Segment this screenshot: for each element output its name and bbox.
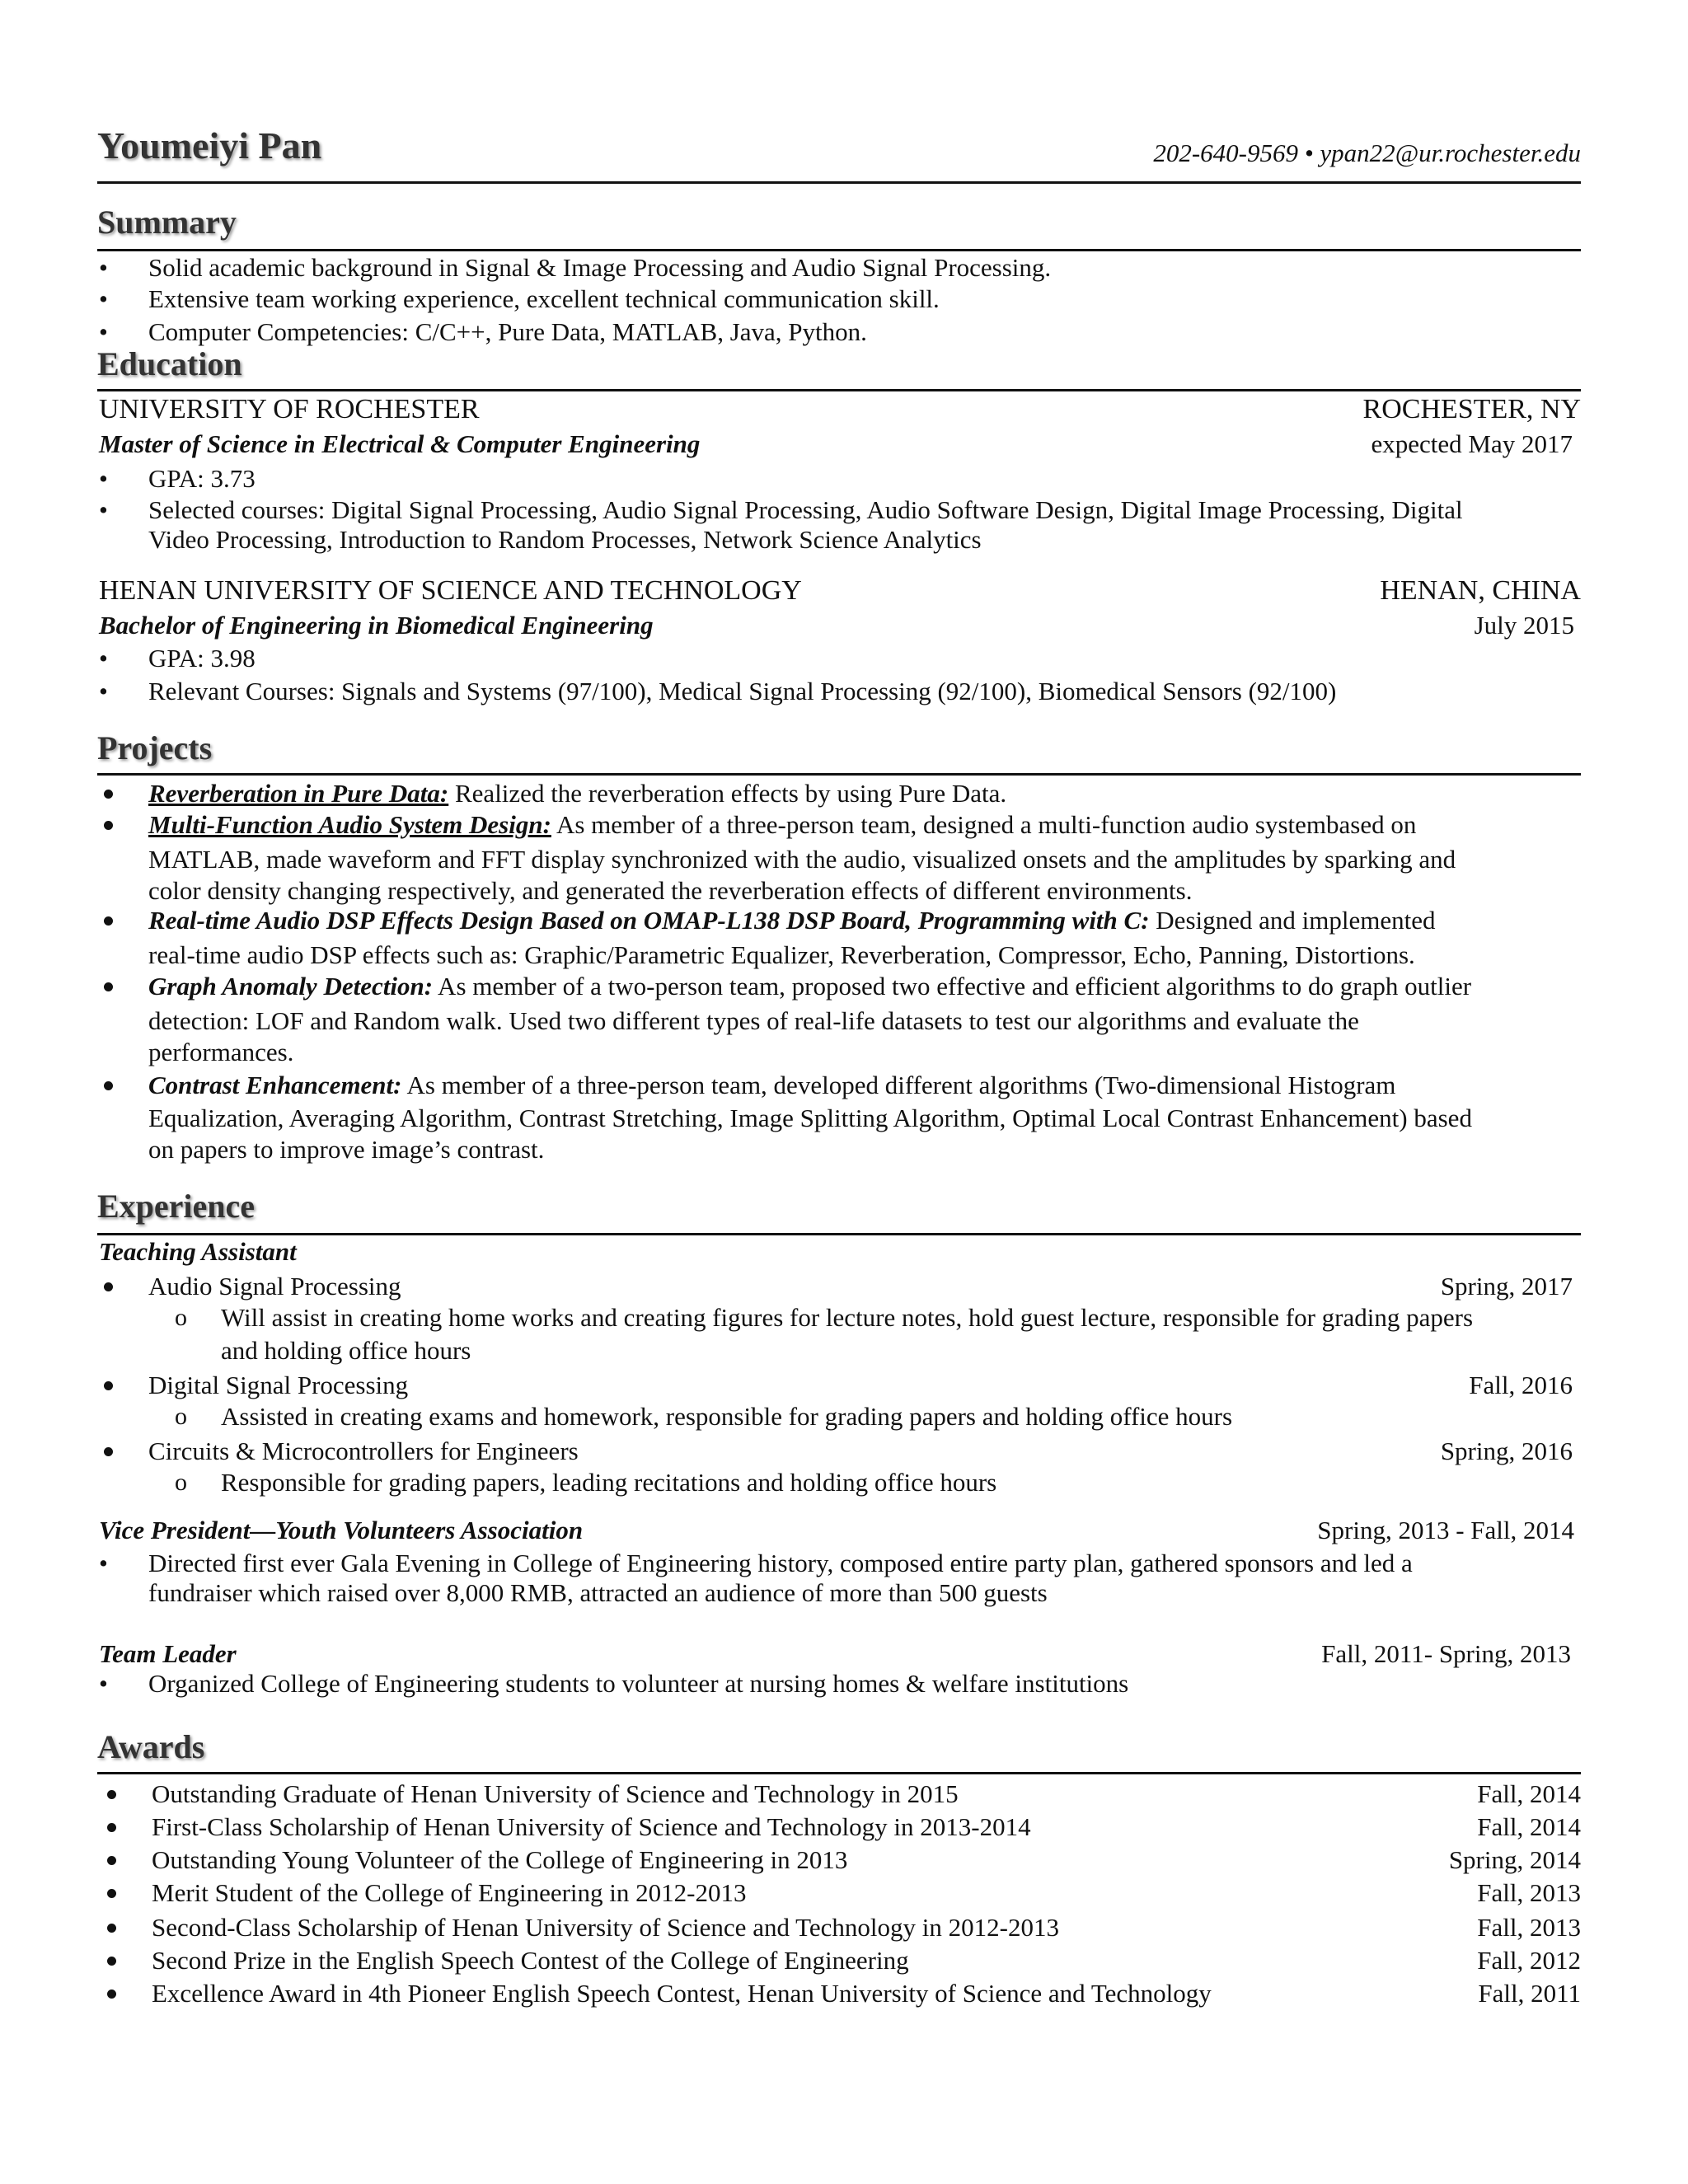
gpa: GPA: 3.98 xyxy=(148,644,256,673)
project-line: color density changing respectively, and generated the reverberation effects of different environments. xyxy=(148,876,1193,905)
bullet-glyph: • xyxy=(99,253,108,282)
course-name: Circuits & Microcontrollers for Engineers xyxy=(148,1436,579,1465)
award-text: First-Class Scholarship of Henan University of Science and Technology in 2013-2014 xyxy=(152,1812,1031,1841)
projects-heading: Projects xyxy=(97,729,213,766)
role-date: Spring, 2013 - Fall, 2014 xyxy=(1317,1516,1574,1544)
courses-line: Selected courses: Digital Signal Processing, Audio Signal Processing, Audio Software Design, Digital Image Processing, Digital xyxy=(148,495,1463,524)
project-line: real-time audio DSP effects such as: Graphic/Parametric Equalizer, Reverberation, Compressor, Echo, Panning, Distortions. xyxy=(148,940,1415,969)
award-date: Fall, 2012 xyxy=(1477,1946,1581,1975)
school-location: ROCHESTER, NY xyxy=(1362,394,1581,424)
degree-title: Bachelor of Engineering in Biomedical Engineering xyxy=(99,611,654,640)
bullet-glyph: • xyxy=(99,284,108,313)
award-text: Outstanding Graduate of Henan University of Science and Technology in 2015 xyxy=(152,1779,959,1808)
projects-rule xyxy=(97,773,1581,776)
project-desc: As member of a three-person team, developed different algorithms (Two-dimensional Histogram xyxy=(401,1071,1396,1099)
bullet-dot xyxy=(104,1447,113,1456)
project-line: on papers to improve image’s contrast. xyxy=(148,1135,545,1164)
candidate-name: Youmeiyi Pan xyxy=(97,124,322,166)
courses-line: Video Processing, Introduction to Random Processes, Network Science Analytics xyxy=(148,525,982,554)
bullet-glyph: • xyxy=(99,644,108,673)
project-line xyxy=(148,972,1471,1001)
award-date: Fall, 2011 xyxy=(1478,1979,1581,2008)
project-line: Equalization, Averaging Algorithm, Contrast Stretching, Image Splitting Algorithm, Optimal Local Contrast Enhancement) based xyxy=(148,1104,1472,1132)
bullet-dot xyxy=(104,1081,113,1090)
education-rule xyxy=(97,389,1581,391)
degree-title: Master of Science in Electrical & Computer Engineering xyxy=(99,429,701,458)
awards-rule xyxy=(97,1772,1581,1774)
bullet-dot xyxy=(107,1823,116,1832)
bullet-dot xyxy=(104,1282,113,1291)
bullet-dot xyxy=(107,1889,116,1898)
summary-item: Extensive team working experience, excellent technical communication skill. xyxy=(148,284,940,313)
role-title: Vice President—Youth Volunteers Association xyxy=(99,1516,584,1544)
award-date: Fall, 2013 xyxy=(1477,1913,1581,1942)
summary-item: Solid academic background in Signal & Image Processing and Audio Signal Processing. xyxy=(148,253,1052,282)
award-date: Fall, 2014 xyxy=(1477,1812,1581,1841)
role-detail: fundraiser which raised over 8,000 RMB, attracted an audience of more than 500 guests xyxy=(148,1578,1048,1607)
project-title: Graph Anomaly Detection: xyxy=(148,972,434,1001)
role-date: Fall, 2011- Spring, 2013 xyxy=(1321,1639,1571,1668)
contact-info: 202-640-9569 • ypan22@ur.rochester.edu xyxy=(1153,138,1581,167)
school-name: UNIVERSITY OF ROCHESTER xyxy=(99,394,480,424)
bullet-glyph: • xyxy=(99,464,108,493)
bullet-dot xyxy=(107,1856,116,1865)
sub-bullet-glyph: o xyxy=(175,1469,187,1496)
bullet-dot xyxy=(104,1381,113,1390)
project-line: performances. xyxy=(148,1038,294,1066)
project-line xyxy=(148,907,1435,935)
summary-rule xyxy=(97,249,1581,251)
bullet-dot xyxy=(104,821,113,830)
project-line xyxy=(148,1071,1395,1099)
role-detail: Directed first ever Gala Evening in College of Engineering history, composed entire party plan, gathered sponsors and led a xyxy=(148,1549,1413,1577)
award-text: Second Prize in the English Speech Contest of the College of Engineering xyxy=(152,1946,909,1975)
sub-bullet-glyph: o xyxy=(175,1304,187,1331)
bullet-dot xyxy=(104,790,113,799)
project-desc: As member of a three-person team, designed a multi-function audio systembased on xyxy=(551,810,1417,839)
gpa: GPA: 3.73 xyxy=(148,464,256,493)
award-text: Outstanding Young Volunteer of the College of Engineering in 2013 xyxy=(152,1845,848,1874)
role-title: Team Leader xyxy=(99,1639,237,1668)
award-text: Merit Student of the College of Engineering in 2012-2013 xyxy=(152,1878,747,1907)
courses-line: Relevant Courses: Signals and Systems (97/100), Medical Signal Processing (92/100), Biomedical Sensors (92/100) xyxy=(148,677,1337,705)
experience-rule xyxy=(97,1233,1581,1235)
project-title: Multi-Function Audio System Design: xyxy=(148,810,551,839)
course-detail: Responsible for grading papers, leading recitations and holding office hours xyxy=(221,1468,997,1497)
project-line xyxy=(148,780,1006,808)
award-text: Second-Class Scholarship of Henan University of Science and Technology in 2012-2013 xyxy=(152,1913,1059,1942)
award-date: Spring, 2014 xyxy=(1448,1845,1581,1874)
degree-date: expected May 2017 xyxy=(1371,429,1573,458)
degree-date: July 2015 xyxy=(1474,611,1574,640)
project-desc: Designed and implemented xyxy=(1149,906,1436,935)
project-title: Reverberation in Pure Data: xyxy=(148,779,449,808)
project-desc: As member of a two-person team, proposed two effective and efficient algorithms to do graph outlier xyxy=(433,972,1472,1001)
education-heading: Education xyxy=(97,345,242,382)
bullet-dot xyxy=(107,1924,116,1933)
sub-bullet-glyph: o xyxy=(175,1403,187,1430)
course-date: Fall, 2016 xyxy=(1469,1371,1573,1399)
bullet-glyph: • xyxy=(99,677,108,705)
bullet-dot xyxy=(107,1990,116,1999)
bullet-dot xyxy=(104,982,113,991)
experience-heading: Experience xyxy=(97,1188,256,1225)
bullet-glyph: • xyxy=(99,1549,108,1577)
role-detail: Organized College of Engineering students to volunteer at nursing homes & welfare institutions xyxy=(148,1669,1129,1698)
award-date: Fall, 2014 xyxy=(1477,1779,1581,1808)
project-line xyxy=(148,811,1416,839)
bullet-dot xyxy=(107,1957,116,1966)
course-name: Digital Signal Processing xyxy=(148,1371,409,1399)
bullet-glyph: • xyxy=(99,1669,108,1698)
school-location: HENAN, CHINA xyxy=(1380,575,1581,606)
summary-heading: Summary xyxy=(97,204,237,241)
course-detail: and holding office hours xyxy=(221,1336,471,1365)
project-line: detection: LOF and Random walk. Used two different types of real-life datasets to test our algorithms and evaluate the xyxy=(148,1006,1359,1035)
project-title: Real-time Audio DSP Effects Design Based on OMAP-L138 DSP Board, Programming with C: xyxy=(148,906,1150,935)
summary-item: Computer Competencies: C/C++, Pure Data, MATLAB, Java, Python. xyxy=(148,317,867,346)
course-date: Spring, 2017 xyxy=(1440,1272,1573,1301)
course-name: Audio Signal Processing xyxy=(148,1272,401,1301)
project-line: MATLAB, made waveform and FFT display synchronized with the audio, visualized onsets and the amplitudes by sparking and xyxy=(148,845,1456,874)
course-date: Spring, 2016 xyxy=(1440,1436,1573,1465)
project-title: Contrast Enhancement: xyxy=(148,1071,402,1099)
course-detail: Assisted in creating exams and homework, responsible for grading papers and holding office hours xyxy=(221,1402,1233,1431)
role-title: Teaching Assistant xyxy=(99,1237,297,1266)
resume-header xyxy=(97,124,1581,184)
bullet-glyph: • xyxy=(99,495,108,524)
bullet-dot xyxy=(104,916,113,926)
award-date: Fall, 2013 xyxy=(1477,1878,1581,1907)
course-detail: Will assist in creating home works and creating figures for lecture notes, hold guest lecture, responsible for grading papers xyxy=(221,1303,1474,1332)
school-name: HENAN UNIVERSITY OF SCIENCE AND TECHNOLOGY xyxy=(99,575,802,606)
award-text: Excellence Award in 4th Pioneer English Speech Contest, Henan University of Science and Technology xyxy=(152,1979,1212,2008)
project-desc: Realized the reverberation effects by using Pure Data. xyxy=(448,779,1007,808)
bullet-dot xyxy=(107,1790,116,1799)
awards-heading: Awards xyxy=(97,1728,205,1765)
bullet-glyph: • xyxy=(99,317,108,346)
